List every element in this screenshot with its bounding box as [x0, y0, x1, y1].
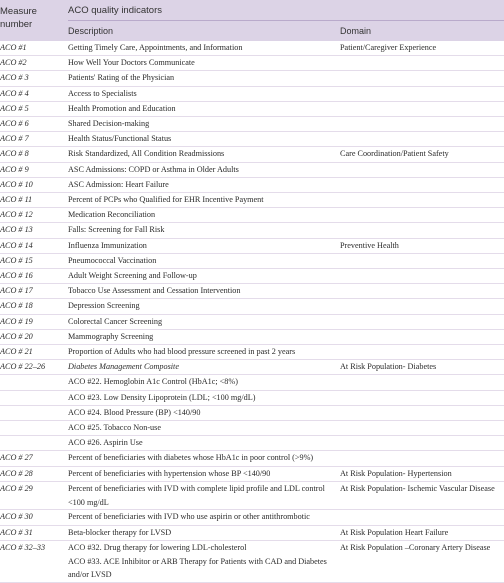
- description-cell: Health Promotion and Education: [68, 103, 176, 113]
- measure-cell: ACO # 31: [0, 527, 33, 537]
- measure-cell: ACO # 30: [0, 512, 33, 522]
- measure-cell: ACO # 4: [0, 88, 29, 98]
- domain-cell: [340, 193, 504, 207]
- table-row: [0, 330, 504, 345]
- table-row: [0, 391, 504, 406]
- measure-cell: ACO #1: [0, 43, 27, 52]
- domain-cell: [340, 254, 504, 268]
- measure-cell: ACO # 3: [0, 73, 29, 83]
- description-cell: Depression Screening: [68, 301, 140, 311]
- domain-cell: [340, 132, 504, 146]
- description-cell: Falls: Screening for Fall Risk: [68, 225, 165, 235]
- domain-cell: At Risk Population Heart Failure: [340, 527, 449, 537]
- table-row: [0, 56, 504, 71]
- domain-cell: [340, 284, 504, 298]
- description-cell: Pneumococcal Vaccination: [68, 255, 157, 265]
- measure-cell: ACO # 6: [0, 119, 29, 129]
- table-row: [0, 178, 504, 193]
- description-cell: Getting Timely Care, Appointments, and Information: [68, 43, 243, 52]
- measure-cell: ACO # 11: [0, 195, 33, 205]
- domain-cell: At Risk Population- Ischemic Vascular Disease: [340, 483, 495, 493]
- domain-cell: At Risk Population- Hypertension: [340, 468, 452, 478]
- description-cell: ACO #26. Aspirin Use: [68, 438, 143, 448]
- domain-cell: Preventive Health: [340, 240, 399, 250]
- table-row: [0, 541, 504, 583]
- table-row: [0, 406, 504, 421]
- domain-cell: [340, 421, 504, 435]
- table-body: [0, 41, 504, 580]
- measure-cell: ACO # 22–26: [0, 362, 46, 372]
- description-cell: Percent of beneficiaries with IVD who use aspirin or other antithrombotic: [68, 512, 310, 522]
- description-cell: ACO #24. Blood Pressure (BP) <140/90: [68, 407, 201, 417]
- aco-quality-indicators-header: ACO quality indicators: [68, 5, 162, 16]
- measure-cell: ACO #2: [0, 58, 27, 68]
- measure-number-header: Measure number: [0, 6, 37, 30]
- measure-cell: ACO # 18: [0, 301, 33, 311]
- measure-cell: ACO # 8: [0, 149, 29, 159]
- measure-cell: ACO # 7: [0, 134, 29, 144]
- domain-cell: [340, 510, 504, 524]
- table-row: [0, 239, 504, 254]
- table-row: [0, 269, 504, 284]
- domain-cell: Care Coordination/Patient Safety: [340, 149, 449, 159]
- domain-cell: [340, 163, 504, 177]
- domain-cell: [340, 102, 504, 116]
- measure-cell: ACO # 10: [0, 179, 33, 189]
- domain-header: Domain: [340, 26, 372, 36]
- description-cell: Colorectal Cancer Screening: [68, 316, 163, 326]
- table-row: [0, 254, 504, 269]
- domain-cell: [340, 87, 504, 101]
- description-cell: Beta-blocker therapy for LVSD: [68, 527, 172, 537]
- table-row: [0, 345, 504, 360]
- measure-cell: ACO # 12: [0, 210, 33, 220]
- description-cell: ACO #23. Low Density Lipoprotein (LDL; <100 mg/dL): [68, 392, 256, 402]
- table-header: [0, 0, 504, 41]
- description-cell: Shared Decision-making: [68, 119, 150, 129]
- domain-cell: At Risk Population –Coronary Artery Disease: [340, 542, 491, 552]
- table-row: [0, 163, 504, 178]
- table-row: [0, 421, 504, 436]
- measure-cell: ACO # 28: [0, 468, 33, 478]
- table-row: [0, 284, 504, 299]
- table-row: [0, 360, 504, 375]
- measure-cell: [0, 436, 68, 450]
- measure-cell: ACO # 19: [0, 316, 33, 326]
- description-cell: Health Status/Functional Status: [68, 134, 172, 144]
- measure-cell: ACO # 16: [0, 271, 33, 281]
- domain-cell: [340, 345, 504, 359]
- table-row: [0, 482, 504, 511]
- description-cell: Mammography Screening: [68, 331, 154, 341]
- domain-cell: At Risk Population- Diabetes: [340, 362, 437, 372]
- table-row: [0, 87, 504, 102]
- table-row: [0, 436, 504, 451]
- description-cell: Percent of beneficiaries with IVD with complete lipid profile and LDL control <100 mg/dL: [68, 483, 325, 507]
- measure-cell: ACO # 13: [0, 225, 33, 235]
- table-row: [0, 117, 504, 132]
- domain-cell: [340, 223, 504, 237]
- description-cell: Risk Standardized, All Condition Readmissions: [68, 149, 225, 159]
- description-cell: Adult Weight Screening and Follow-up: [68, 271, 197, 281]
- description-cell: Percent of PCPs who Qualified for EHR Incentive Payment: [68, 195, 264, 205]
- description-cell: Influenza Immunization: [68, 240, 147, 250]
- table-row: [0, 451, 504, 466]
- description-cell: Percent of beneficiaries with diabetes whose HbA1c in poor control (>9%): [68, 453, 314, 463]
- domain-cell: [340, 299, 504, 313]
- domain-cell: [340, 269, 504, 283]
- domain-cell: [340, 208, 504, 222]
- description-cell: Diabetes Management Composite: [68, 362, 179, 372]
- header-divider: [68, 20, 504, 21]
- domain-cell: [340, 330, 504, 344]
- measure-cell: ACO # 20: [0, 331, 33, 341]
- description-cell: Proportion of Adults who had blood pressure screened in past 2 years: [68, 347, 296, 357]
- measure-cell: [0, 391, 68, 405]
- domain-cell: [340, 406, 504, 420]
- domain-cell: Patient/Caregiver Experience: [340, 43, 437, 52]
- description-cell: Medication Reconciliation: [68, 210, 156, 220]
- domain-cell: [340, 178, 504, 192]
- description-cell: Tobacco Use Assessment and Cessation Intervention: [68, 286, 241, 296]
- table-row: [0, 526, 504, 541]
- measure-cell: ACO # 5: [0, 103, 29, 113]
- table-row: [0, 102, 504, 117]
- table-row: [0, 375, 504, 390]
- table-row: [0, 223, 504, 238]
- measure-cell: ACO # 29: [0, 483, 33, 493]
- description-cell: Access to Specialists: [68, 88, 137, 98]
- table-row: [0, 315, 504, 330]
- table-row: [0, 41, 504, 56]
- domain-cell: [340, 56, 504, 70]
- measure-cell: ACO # 21: [0, 347, 33, 357]
- table-row: [0, 208, 504, 223]
- domain-cell: [340, 315, 504, 329]
- measure-cell: ACO # 14: [0, 240, 33, 250]
- description-cell: ACO #22. Hemoglobin A1c Control (HbA1c; <8%): [68, 377, 238, 387]
- description-cell: How Well Your Doctors Communicate: [68, 58, 195, 68]
- table-row: [0, 299, 504, 314]
- domain-cell: [340, 451, 504, 465]
- measure-cell: ACO # 32–33: [0, 542, 46, 552]
- description-cell: ASC Admissions: COPD or Asthma in Older Adults: [68, 164, 239, 174]
- domain-cell: [340, 375, 504, 389]
- domain-cell: [340, 117, 504, 131]
- description-cell: ACO #25. Tobacco Non-use: [68, 423, 161, 433]
- description-cell: Patients' Rating of the Physician: [68, 73, 175, 83]
- domain-cell: [340, 391, 504, 405]
- description-cell: ASC Admission: Heart Failure: [68, 179, 169, 189]
- description-cell: ACO #32. Drug therapy for lowering LDL-cholesterol ACO #33. ACE Inhibitor or ARB Therapy for Patients with CAD and Diabetes and/or LVSD: [68, 542, 327, 580]
- description-header: Description: [68, 26, 114, 36]
- table-row: [0, 71, 504, 86]
- measure-cell: ACO # 15: [0, 255, 33, 265]
- table-row: [0, 132, 504, 147]
- measure-cell: [0, 406, 68, 420]
- measure-cell: ACO # 9: [0, 164, 29, 174]
- domain-cell: [340, 71, 504, 85]
- measure-cell: ACO # 17: [0, 286, 33, 296]
- measure-cell: ACO # 27: [0, 453, 33, 463]
- table-row: [0, 193, 504, 208]
- table-row: [0, 147, 504, 162]
- measure-cell: [0, 375, 68, 389]
- domain-cell: [340, 436, 504, 450]
- measure-cell: [0, 421, 68, 435]
- table-row: [0, 510, 504, 525]
- description-cell: Percent of beneficiaries with hypertension whose BP <140/90: [68, 468, 271, 478]
- table-row: [0, 467, 504, 482]
